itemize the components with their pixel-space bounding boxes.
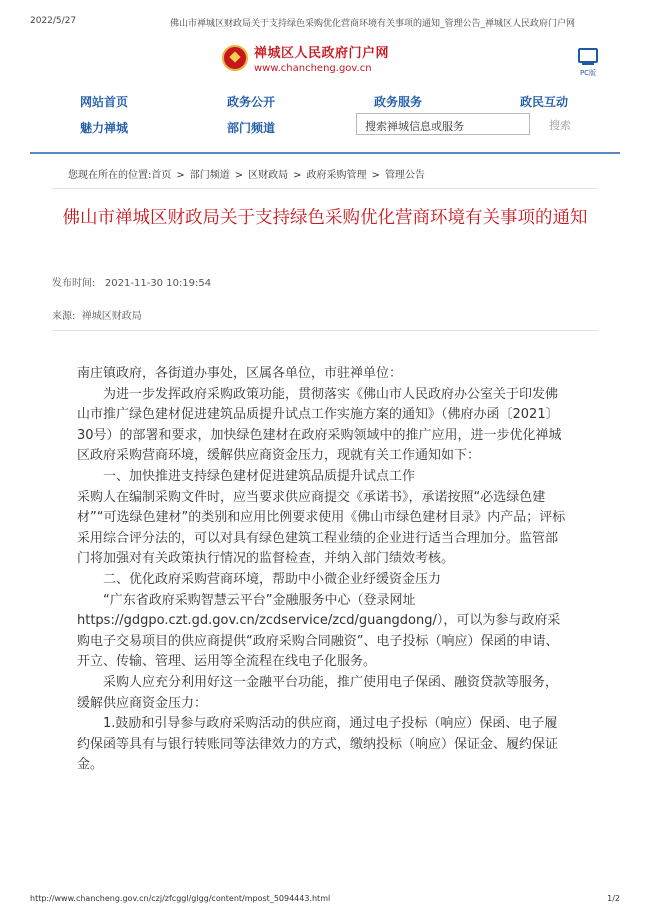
body-paragraph: 采购人在编制采购文件时，应当要求供应商提交《承诺书》，承诺按照“必选绿色建材”“可选绿色建材”的类别和应用比例要求使用《佛山市绿色建材目录》内产品；评标采用综合评分法的，可以对具有绿色建筑工程业绩的企业进行适当合理加分。监管部门将加强对有关政策执行情况的监督检查，并纳入部门绩效考核。 <box>77 489 566 567</box>
salutation: 南庄镇政府，各街道办事处，区属各单位，市驻禅单位： <box>77 366 403 381</box>
breadcrumb-item-home[interactable]: 首页 <box>151 170 172 181</box>
monitor-icon <box>578 48 598 63</box>
breadcrumb-item-departments[interactable]: 部门频道 <box>189 170 230 181</box>
source-label: 来源: <box>52 311 76 322</box>
body-paragraph: 1.鼓励和引导参与政府采购活动的供应商，通过电子投标（响应）保函、电子履约保函等具有与银行转账同等法律效力的方式，缴纳投标（响应）保证金、履约保证金。 <box>77 716 559 773</box>
print-date: 2022/5/27 <box>30 16 77 26</box>
article-body <box>77 364 567 776</box>
article-title: 佛山市禅城区财政局关于支持绿色采购优化营商环境有关事项的通知 <box>62 208 588 228</box>
source-value: 禅城区财政局 <box>81 311 142 322</box>
footer-page: 1/2 <box>607 894 620 903</box>
meta-divider <box>52 330 598 331</box>
breadcrumb-item-announcements[interactable]: 管理公告 <box>384 170 425 181</box>
site-name: 禅城区人民政府门户网 <box>254 46 390 61</box>
body-paragraph: 为进一步发挥政府采购政策功能，贯彻落实《佛山市人民政府办公室关于印发佛山市推广绿色建材促进建筑品质提升试点工作实施方案的通知》（佛府办函〔2021〕30号）的部署和要求，加快绿色建材在政府采购领域中的推广应用，进一步优化禅城区政府采购营商环境，缓解供应商资金压力，现就有关工作通知如下： <box>77 386 562 464</box>
body-paragraph: 采购人应充分利用好这一金融平台功能，推广使用电子保函、融资贷款等服务，缓解供应商资金压力： <box>77 674 559 711</box>
pc-version-link[interactable] <box>575 48 601 78</box>
nav-gov-service[interactable]: 政务服务 <box>374 95 423 109</box>
breadcrumb-prefix: 您现在所在的位置: <box>68 170 152 181</box>
national-emblem-icon <box>222 45 248 71</box>
footer-url: http://www.chancheng.gov.cn/czj/zfcggl/glgg/content/mpost_5094443.html <box>30 894 331 903</box>
nav-divider <box>30 152 620 154</box>
nav-departments[interactable]: 部门频道 <box>227 121 276 135</box>
breadcrumb-item-procurement[interactable]: 政府采购管理 <box>306 170 367 181</box>
section-heading: 一、加快推进支持绿色建材促进建筑品质提升试点工作 <box>103 468 416 484</box>
publish-time <box>52 274 211 289</box>
nav-charm[interactable]: 魅力禅城 <box>80 121 129 135</box>
site-url: www.chancheng.gov.cn <box>254 63 372 74</box>
print-footer <box>30 894 620 903</box>
site-logo[interactable] <box>222 42 389 74</box>
breadcrumb: 您现在所在的位置:首页 > 部门频道 > 区财政局 > 政府采购管理 > 管理公告 <box>68 170 425 181</box>
section-heading: 二、优化政府采购营商环境，帮助中小微企业纾缓资金压力 <box>103 571 442 587</box>
breadcrumb-divider <box>52 188 598 189</box>
nav-interaction[interactable]: 政民互动 <box>520 95 569 109</box>
nav-home[interactable]: 网站首页 <box>80 95 129 109</box>
search-button[interactable]: 搜索 <box>549 119 571 132</box>
article-source <box>52 307 142 322</box>
body-paragraph: “广东省政府采购智慧云平台”金融服务中心（登录网址https://gdgpo.czt.gd.gov.cn/zcdservice/zcd/guangdong/），可以为参与政府采购电子交易项目的供应商提供“政府采购合同融资”、电子投标（响应）保函的申请、开立、传输、管理、运用等全流程在线电子化服务。 <box>77 592 561 670</box>
pc-version-label: PC版 <box>579 69 597 77</box>
print-header <box>30 16 620 29</box>
publish-value: 2021-11-30 10:19:54 <box>104 278 212 289</box>
print-title: 佛山市禅城区财政局关于支持绿色采购优化营商环境有关事项的通知_管理公告_禅城区人民政府门户网 <box>170 19 576 29</box>
search-input[interactable]: 搜索禅城信息或服务 <box>356 113 530 135</box>
nav-gov-open[interactable]: 政务公开 <box>227 95 276 109</box>
breadcrumb-item-finance-bureau[interactable]: 区财政局 <box>248 170 289 181</box>
publish-label: 发布时间: <box>52 278 96 289</box>
